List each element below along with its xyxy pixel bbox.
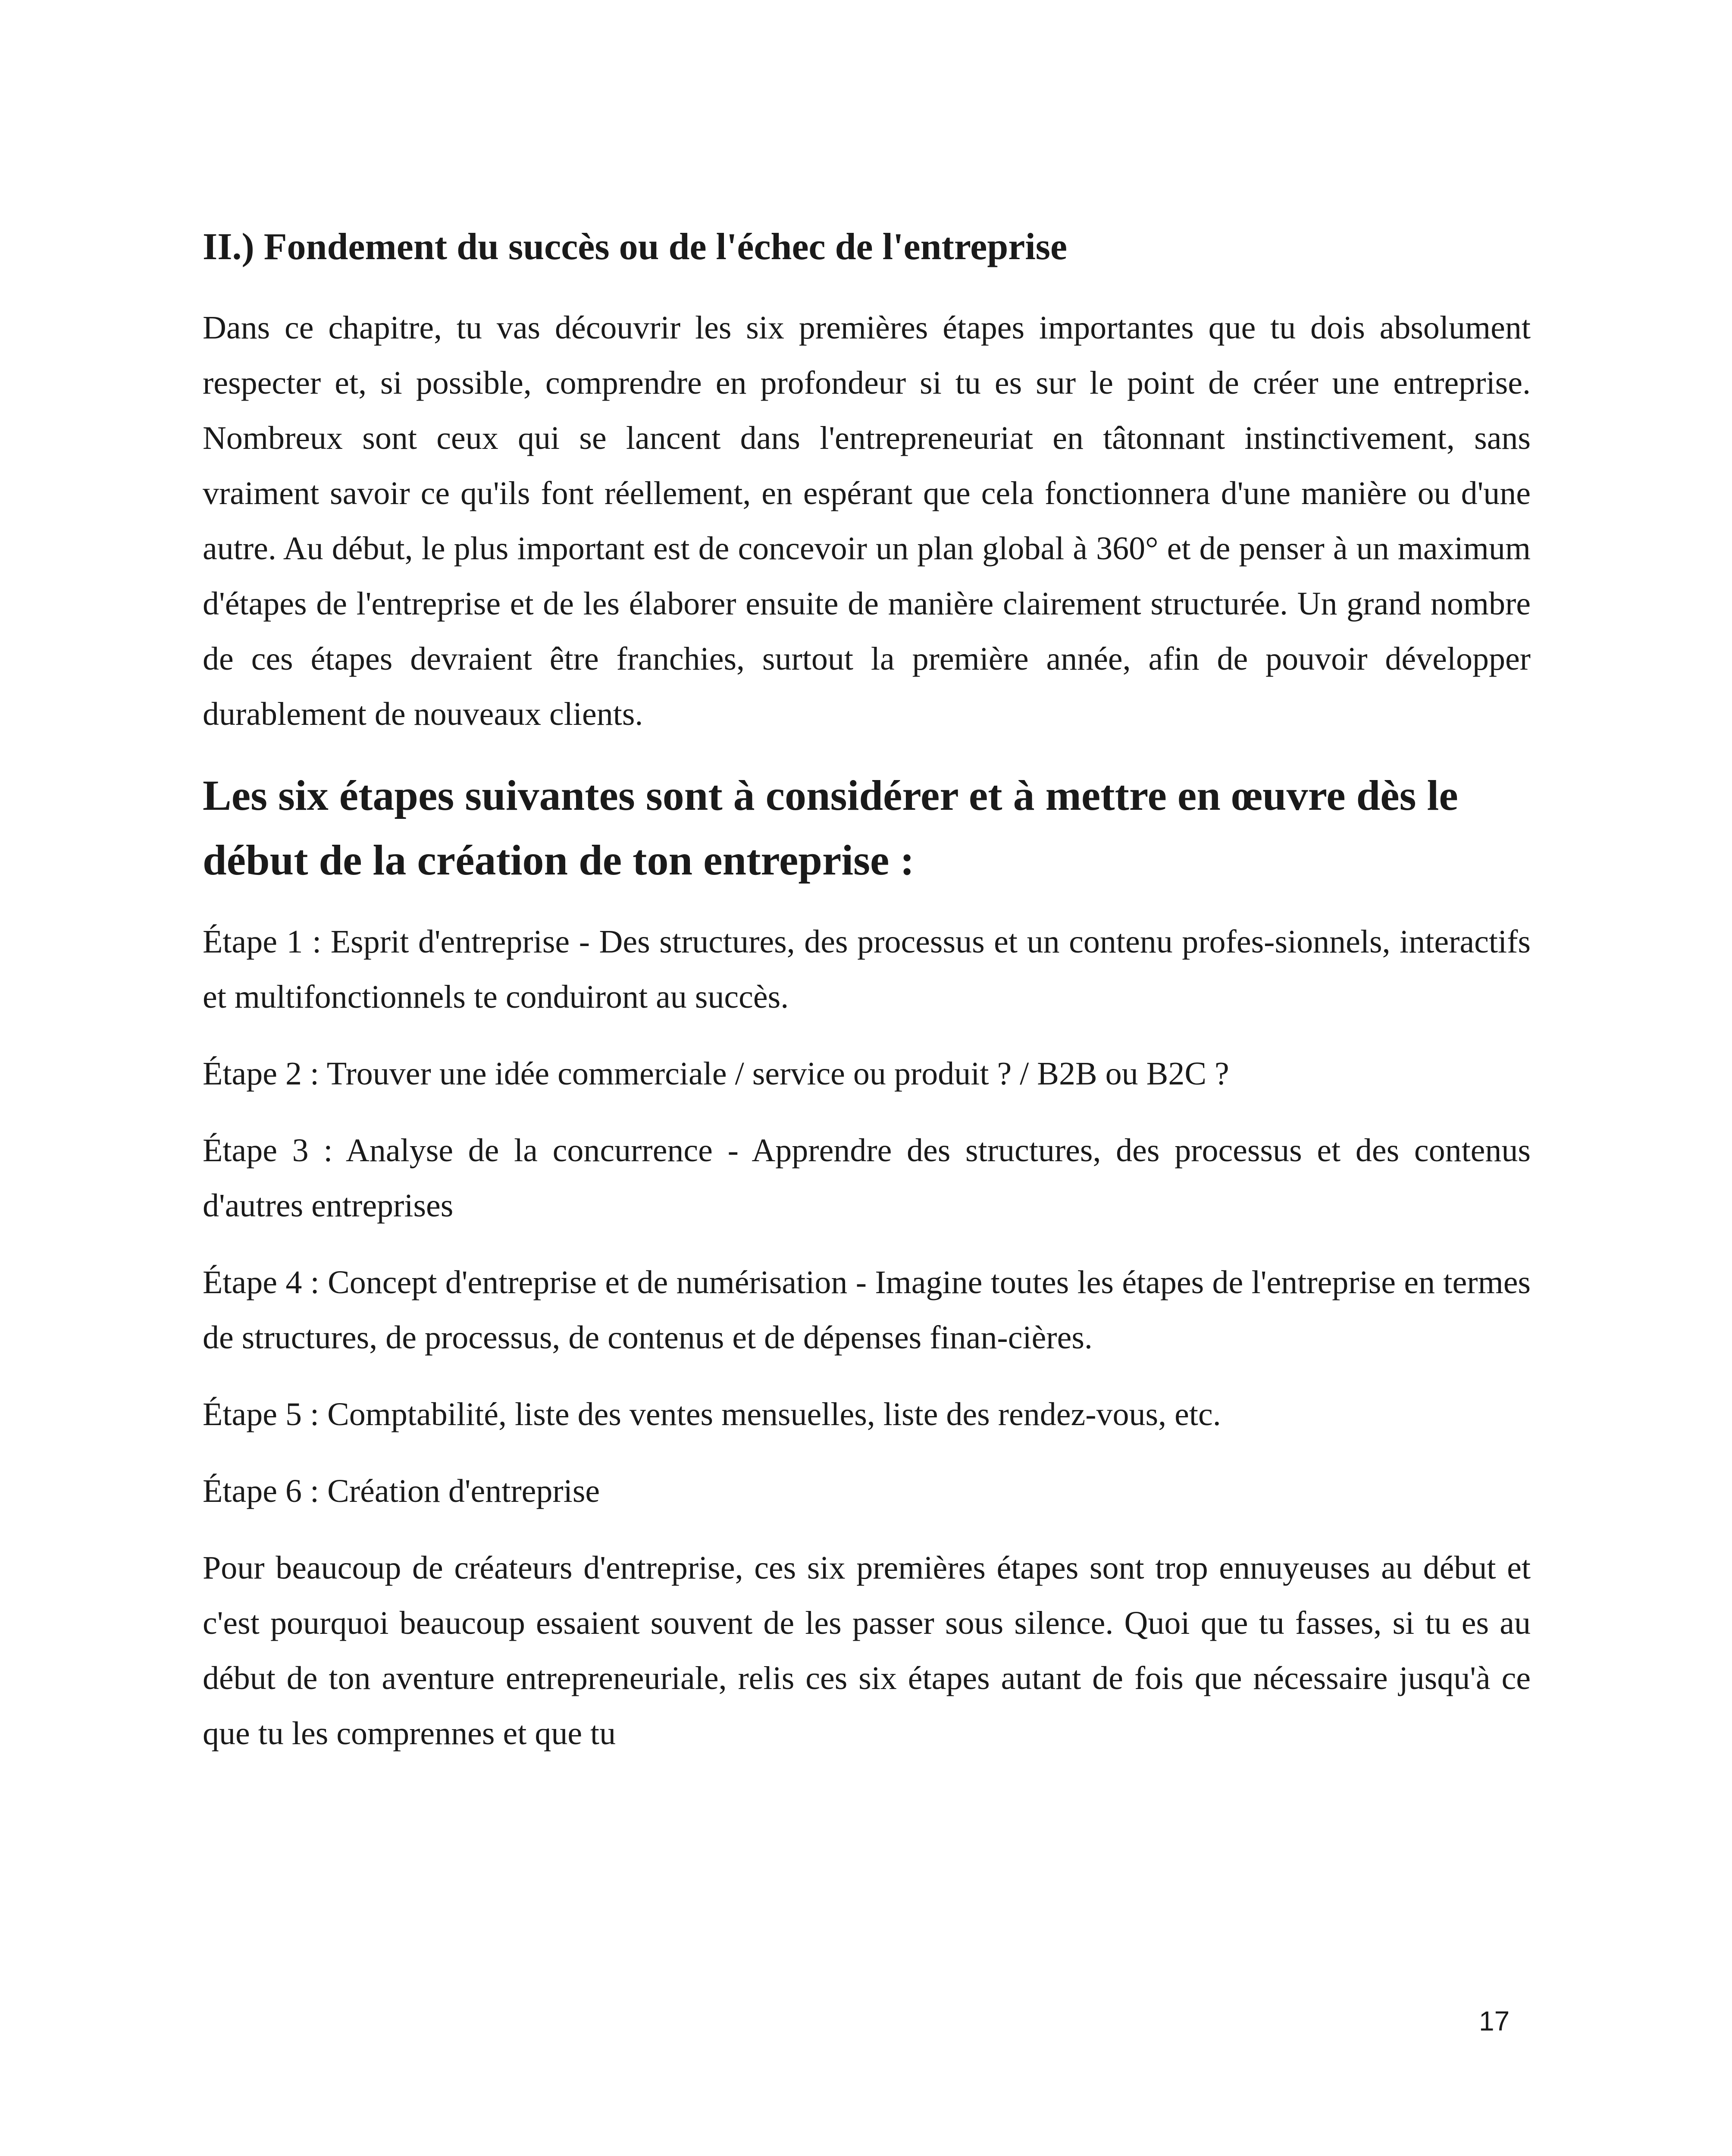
step-3: Étape 3 : Analyse de la concurrence - Apprendre des structures, des processus et des contenus d'autres entreprises	[203, 1132, 1531, 1224]
section-title: II.) Fondement du succès ou de l'échec de l'entreprise	[203, 226, 1068, 268]
step-2: Étape 2 : Trouver une idée commerciale / service ou produit ? / B2B ou B2C ?	[203, 1055, 1229, 1092]
page-number: 17	[1479, 2006, 1510, 2037]
intro-paragraph: Dans ce chapitre, tu vas découvrir les six premières étapes importantes que tu dois absolument respecter et, si possible, comprendre en profondeur si tu es sur le point de créer une entreprise. Nombreux sont ceux qui se lancent dans l'entrepreneuriat en tâtonnant instinctivement, sans vraiment savoir ce qu'ils font réellement, en espérant que cela fonctionnera d'une manière ou d'une autre. Au début, le plus important est de concevoir un plan global à 360° et de penser à un maximum d'étapes de l'entreprise et de les élaborer ensuite de manière clairement structurée. Un grand nombre de ces étapes devraient être franchies, surtout la première année, afin de pouvoir développer durablement de nouveaux clients.	[203, 309, 1531, 732]
steps-subheading: Les six étapes suivantes sont à considérer et à mettre en œuvre dès le début de la création de ton entreprise :	[203, 771, 1458, 884]
step-4: Étape 4 : Concept d'entreprise et de numérisation - Imagine toutes les étapes de l'entreprise en termes de structures, de processus, de contenus et de dépenses finan-cières.	[203, 1264, 1531, 1356]
step-6: Étape 6 : Création d'entreprise	[203, 1473, 600, 1509]
steps-list	[203, 914, 1531, 1519]
step-5: Étape 5 : Comptabilité, liste des ventes mensuelles, liste des rendez-vous, etc.	[203, 1396, 1221, 1432]
step-1: Étape 1 : Esprit d'entreprise - Des structures, des processus et un contenu profes-sionnels, interactifs et multifonctionnels te conduiront au succès.	[203, 923, 1531, 1015]
page-content	[203, 224, 1531, 1783]
closing-paragraph: Pour beaucoup de créateurs d'entreprise, ces six premières étapes sont trop ennuyeuses au début et c'est pourquoi beaucoup essaient souvent de les passer sous silence. Quoi que tu fasses, si tu es au début de ton aventure entrepreneuriale, relis ces six étapes autant de fois que nécessaire jusqu'à ce que tu les comprennes et que tu	[203, 1549, 1531, 1752]
